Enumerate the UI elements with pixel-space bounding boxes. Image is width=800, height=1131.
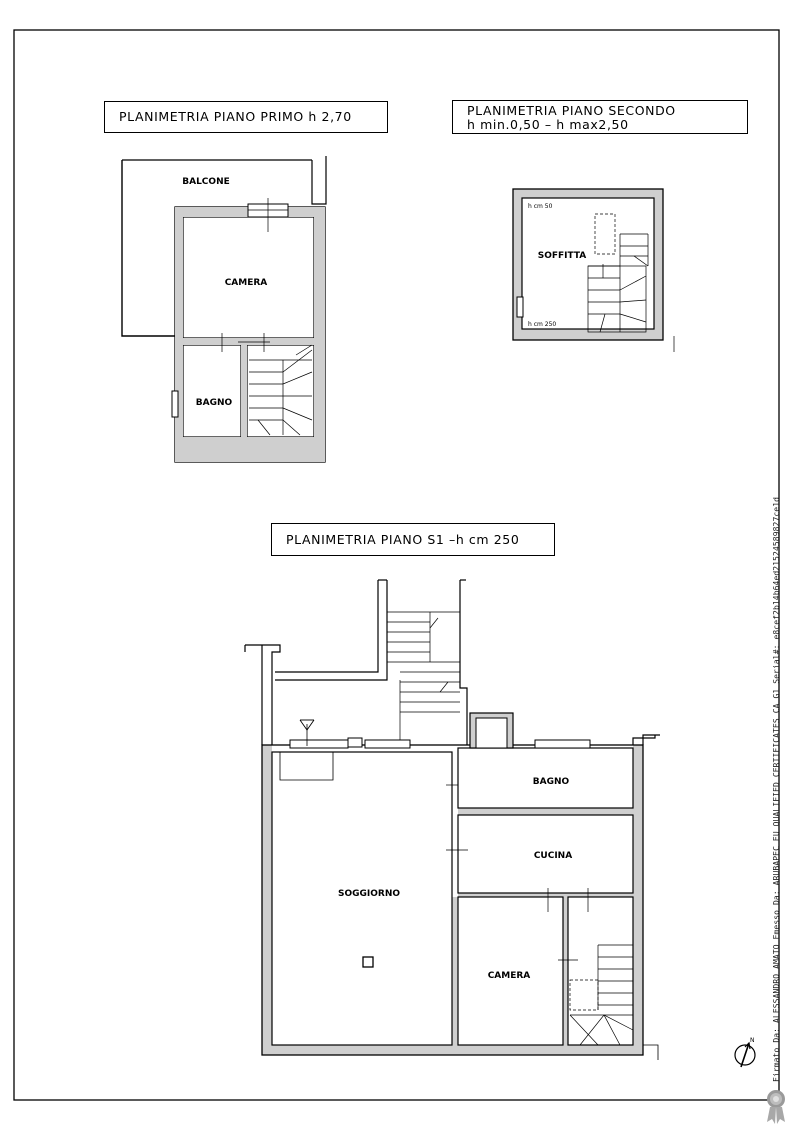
window-soffitta [517, 297, 523, 317]
first-floor-outer-wall [175, 207, 325, 462]
north-label: N [750, 1037, 755, 1044]
s1-stairwell-right [460, 580, 467, 745]
title-first-floor-text: PLANIMETRIA PIANO PRIMO h 2,70 [119, 109, 352, 124]
seal-icon [767, 1090, 785, 1124]
second-floor-stairs [588, 234, 648, 332]
s1-interior-stairs [570, 945, 633, 1045]
s1-column [363, 957, 373, 967]
window-bagno [172, 391, 178, 417]
title-first-floor [104, 101, 388, 133]
s1-stairwell-stairs [387, 612, 460, 740]
label-camera-s1: CAMERA [487, 971, 531, 981]
title-s1-floor-text: PLANIMETRIA PIANO S1 –h cm 250 [286, 532, 520, 547]
balcony-right [312, 156, 326, 204]
label-soffitta: SOFFITTA [537, 251, 587, 261]
s1-stairwell-left [275, 580, 378, 672]
label-h-cm-50: h cm 50 [528, 203, 553, 210]
label-soggiorno: SOGGIORNO [337, 889, 401, 899]
first-floor-stair-wall [247, 345, 314, 437]
label-bagno-first: BAGNO [195, 398, 233, 408]
first-floor-bagno-wall [183, 345, 241, 437]
first-floor-plan [122, 156, 326, 462]
title-second-floor [452, 100, 748, 134]
s1-floor-plan [245, 580, 660, 1060]
label-camera-first: CAMERA [224, 278, 268, 288]
title-second-floor-line2: h min.0,50 – h max2,50 [467, 117, 629, 132]
sheet-border [14, 30, 779, 1100]
north-arrow-icon [735, 1037, 755, 1067]
first-floor-stairs [249, 345, 312, 435]
title-second-floor-line1: PLANIMETRIA PIANO SECONDO [467, 103, 676, 118]
title-s1-floor [271, 523, 555, 556]
digital-signature-text: Firmato Da: ALESSANDRO AMATO Emesso Da: ARUBAPEC EU QUALIFIED CERTIFICATES CA G1 Serial#: e8cef2b14b64ed21524589827ce1d [772, 496, 781, 1082]
label-bagno-s1: BAGNO [532, 777, 570, 787]
s1-window-2 [365, 740, 410, 748]
label-cucina: CUCINA [533, 851, 573, 861]
first-floor-wall-fill [175, 207, 325, 462]
skylight [595, 214, 615, 254]
s1-window-3 [535, 740, 590, 748]
label-balcone: BALCONE [182, 177, 230, 187]
s1-window-1 [290, 740, 348, 748]
balcony-outline [122, 160, 182, 336]
label-h-cm-250: h cm 250 [528, 321, 557, 328]
